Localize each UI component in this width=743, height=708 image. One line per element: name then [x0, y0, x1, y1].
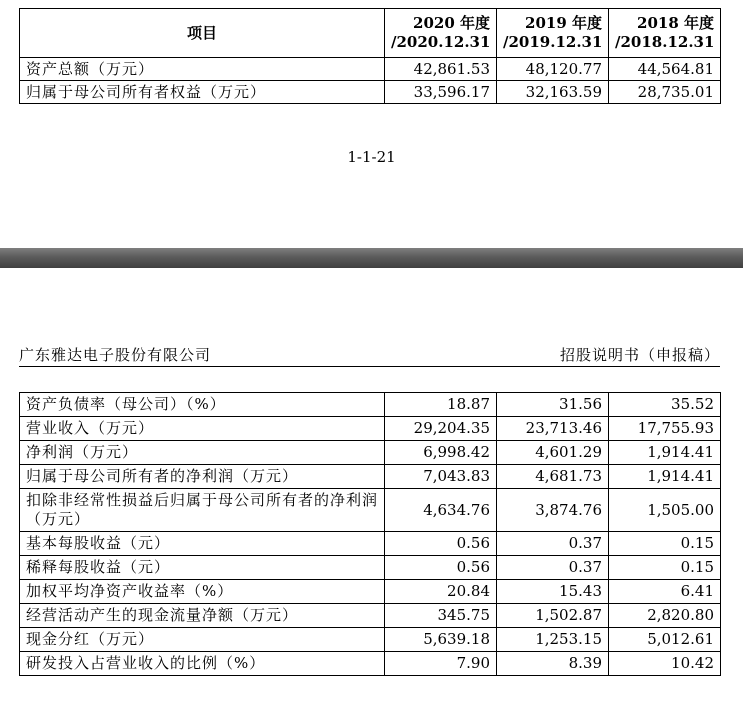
header-year-line1: 2020 年度: [413, 14, 490, 32]
row-label: 现金分红（万元）: [20, 628, 385, 652]
table-header-row: [20, 9, 721, 58]
table-row: [20, 465, 721, 489]
cell-value: 5,012.61: [609, 628, 721, 652]
cell-value: 8.39: [497, 652, 609, 676]
cell-value: 1,505.00: [609, 489, 721, 532]
cell-value: 1,253.15: [497, 628, 609, 652]
table-row: [20, 417, 721, 441]
row-label: 资产总额（万元）: [20, 58, 385, 81]
row-label: 归属于母公司所有者权益（万元）: [20, 81, 385, 104]
table-row: [20, 652, 721, 676]
header-year-line2: /2019.12.31: [503, 33, 603, 51]
table-row: [20, 81, 721, 104]
cell-value: 15.43: [497, 580, 609, 604]
header-item: 项目: [20, 9, 385, 58]
financial-summary-table-top: [19, 8, 721, 104]
table-row: [20, 489, 721, 532]
cell-value: 0.37: [497, 556, 609, 580]
cell-value: 1,914.41: [609, 465, 721, 489]
cell-value: 35.52: [609, 393, 721, 417]
cell-value: 7.90: [385, 652, 497, 676]
cell-value: 42,861.53: [385, 58, 497, 81]
cell-value: 4,681.73: [497, 465, 609, 489]
cell-value: 0.37: [497, 532, 609, 556]
row-label: 经营活动产生的现金流量净额（万元）: [20, 604, 385, 628]
financial-summary-table-bottom: [19, 392, 721, 676]
cell-value: 0.56: [385, 532, 497, 556]
cell-value: 20.84: [385, 580, 497, 604]
table-row: [20, 532, 721, 556]
cell-value: 0.15: [609, 532, 721, 556]
header-year-2018: [609, 9, 721, 58]
header-year-line2: /2020.12.31: [391, 33, 491, 51]
cell-value: 4,634.76: [385, 489, 497, 532]
cell-value: 4,601.29: [497, 441, 609, 465]
document-page-bottom: [0, 268, 743, 708]
row-label: 营业收入（万元）: [20, 417, 385, 441]
table-row: [20, 556, 721, 580]
row-label: 稀释每股收益（元）: [20, 556, 385, 580]
cell-value: 18.87: [385, 393, 497, 417]
cell-value: 1,914.41: [609, 441, 721, 465]
cell-value: 1,502.87: [497, 604, 609, 628]
row-label: 基本每股收益（元）: [20, 532, 385, 556]
cell-value: 5,639.18: [385, 628, 497, 652]
header-year-line1: 2018 年度: [637, 14, 714, 32]
company-name: 广东雅达电子股份有限公司: [19, 346, 212, 364]
cell-value: 28,735.01: [609, 81, 721, 104]
cell-value: 29,204.35: [385, 417, 497, 441]
document-page-top: [0, 0, 743, 248]
cell-value: 345.75: [385, 604, 497, 628]
cell-value: 7,043.83: [385, 465, 497, 489]
row-label: 资产负债率（母公司）（%）: [20, 393, 385, 417]
row-label: 归属于母公司所有者的净利润（万元）: [20, 465, 385, 489]
page-running-header: [19, 342, 720, 367]
document-type: 招股说明书（申报稿）: [559, 346, 720, 364]
page-separator: [0, 248, 743, 268]
cell-value: 17,755.93: [609, 417, 721, 441]
row-label: 加权平均净资产收益率（%）: [20, 580, 385, 604]
cell-value: 3,874.76: [497, 489, 609, 532]
table-body: [20, 393, 721, 676]
header-year-line2: /2018.12.31: [615, 33, 715, 51]
header-year-2019: [497, 9, 609, 58]
cell-value: 0.56: [385, 556, 497, 580]
cell-value: 10.42: [609, 652, 721, 676]
cell-value: 6.41: [609, 580, 721, 604]
cell-value: 33,596.17: [385, 81, 497, 104]
cell-value: 6,998.42: [385, 441, 497, 465]
cell-value: 48,120.77: [497, 58, 609, 81]
table-row: [20, 628, 721, 652]
row-label: 研发投入占营业收入的比例（%）: [20, 652, 385, 676]
cell-value: 23,713.46: [497, 417, 609, 441]
cell-value: 32,163.59: [497, 81, 609, 104]
table-body: [20, 58, 721, 104]
cell-value: 31.56: [497, 393, 609, 417]
row-label: 扣除非经常性损益后归属于母公司所有者的净利润（万元）: [20, 489, 385, 532]
table-row: [20, 441, 721, 465]
table-row: [20, 58, 721, 81]
cell-value: 44,564.81: [609, 58, 721, 81]
header-year-line1: 2019 年度: [525, 14, 602, 32]
row-label: 净利润（万元）: [20, 441, 385, 465]
table-row: [20, 393, 721, 417]
header-year-2020: [385, 9, 497, 58]
cell-value: 2,820.80: [609, 604, 721, 628]
cell-value: 0.15: [609, 556, 721, 580]
table-row: [20, 604, 721, 628]
table-row: [20, 580, 721, 604]
page-number: 1-1-21: [347, 148, 396, 166]
